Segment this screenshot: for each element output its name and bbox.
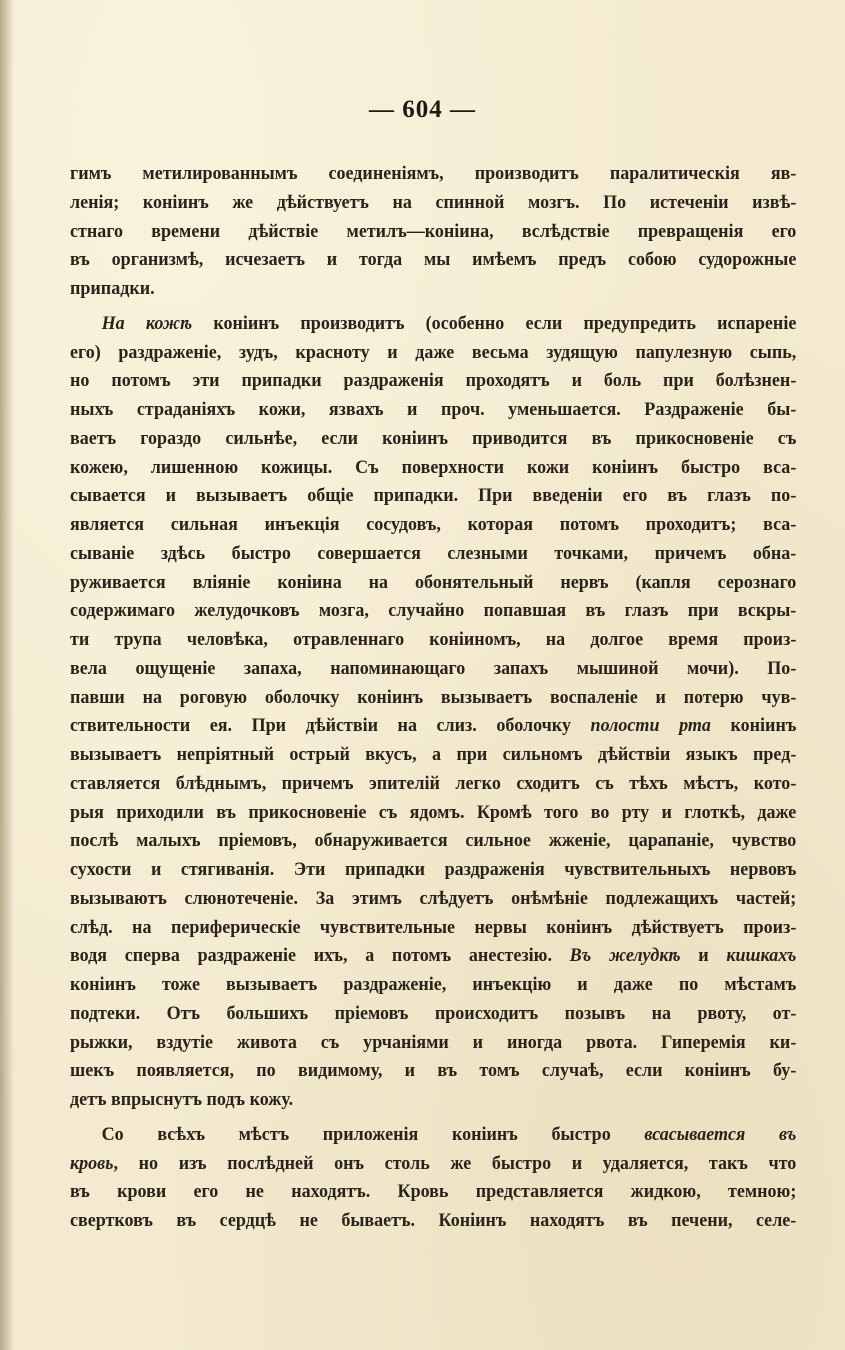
text-line [70,799,796,828]
text-span: ленія; конiинъ же дѣйствуетъ на спинной мозгъ. По истеченiи извѣ- [70,191,797,213]
italic-phrase: Въ желудкѣ [569,945,681,967]
text-span: конiинъ тоже вызываетъ раздраженіе, инъекцію и даже по мѣстамъ [70,974,797,995]
text-line [70,914,796,943]
text-span: стнаго времени дѣйствіе метилъ—конiина, вслѣдствіе превращенія его [70,220,797,242]
text-line [70,856,796,885]
text-span: водя сперва раздраженіе ихъ, а потомъ анестезію. [70,945,570,967]
text-span: ствительности ея. При дѣйствіи на слиз. оболочку [70,715,591,737]
text-span: ти трупа человѣка, отравленнаго конiиномъ, на долгое время произ- [70,629,797,650]
text-span: въ организмѣ, исчезаетъ и тогда мы имѣемъ предъ собою судорожные [70,249,797,271]
text-span: гимъ метилированнымъ соединеніямъ, производитъ паралитическія яв- [70,163,797,184]
text-span: детъ впрыснутъ подъ кожу. [70,1089,294,1110]
text-line [70,1029,796,1058]
text-line [70,1086,796,1115]
text-line [70,885,796,914]
text-span: и [680,945,727,967]
text-span: вызываютъ слюнотеченіе. За этимъ слѣдуетъ онѣмѣніе подлежащихъ частей; [70,887,797,909]
text-line [70,275,796,304]
text-span: , но изъ послѣдней онъ столь же быстро и удаляется, такъ что [113,1152,797,1174]
text-line [70,626,796,655]
text-line [70,511,796,540]
text-line [70,367,796,396]
text-line [70,1057,796,1086]
text-line [70,597,796,626]
text-span: припадки. [70,278,155,299]
text-line [70,942,796,971]
text-line [70,1121,796,1150]
text-span: содержимаго желудочковъ мозга, случайно попавшая въ глазъ при вскры- [70,600,797,622]
text-span: его) раздраженіе, зудъ, красноту и даже весьма зудящую папулезную сыпь, [70,341,797,363]
text-line [70,310,796,339]
text-span: сывается и вызываетъ общіе припадки. При введеніи его въ глазъ по- [70,485,797,507]
text-line [70,655,796,684]
text-line [70,339,796,368]
text-line [70,1207,796,1236]
text-span: павши на роговую оболочку конiинъ вызываетъ воспаленіе и потерю чув- [70,686,797,708]
italic-phrase: полости рта [590,715,711,737]
text-line [70,1178,796,1207]
text-span: вызываетъ непріятный острый вкусъ, а при сильномъ дѣйствіи языкъ пред- [70,744,797,765]
text-span: послѣ малыхъ пріемовъ, обнаруживается сильное жженіе, царапаніе, чувство [70,830,797,852]
text-span: конiинъ производитъ (особенно если предупредить испареніе [192,312,797,334]
text-span: ныхъ страданіяхъ кожи, язвахъ и проч. уменьшается. Раздраженіе бы- [70,399,797,420]
text-span: свертковъ въ сердцѣ не бываетъ. Конiинъ находятъ въ печени, селе- [70,1210,797,1231]
body-text [70,160,796,1236]
italic-phrase: кишкахъ [726,945,797,967]
text-line [70,1150,796,1179]
page-number: — 604 — [369,96,476,123]
text-span: рыжки, вздутіе живота съ урчаніями и иногда рвота. Гиперемія ки- [70,1031,797,1053]
text-span: конiинъ [710,715,797,737]
italic-phrase: кровь [70,1152,114,1174]
text-span: въ крови его не находятъ. Кровь представляется жидкою, темною; [70,1181,797,1203]
text-line [70,684,796,713]
text-line [70,1000,796,1029]
text-line [70,482,796,511]
text-line [70,540,796,569]
text-span: ваетъ гораздо сильнѣе, если конiинъ приводится въ прикосновеніе съ [70,427,797,449]
text-span: слѣд. на периферическіе чувствительные нервы конiинъ дѣйствуетъ произ- [70,916,797,938]
italic-phrase: всасывается въ [644,1123,797,1145]
text-line [70,454,796,483]
italic-phrase: На кожѣ [101,312,193,334]
text-span: сываніе здѣсь быстро совершается слезными точками, причемъ обна- [70,542,797,564]
page-edge-shadow [0,0,14,1350]
text-line [70,396,796,425]
text-line [70,189,796,218]
text-line [70,218,796,247]
text-line [70,569,796,598]
text-span: подтеки. Отъ большихъ пріемовъ происходитъ позывъ на рвоту, от- [70,1002,797,1024]
text-line [70,246,796,275]
text-span: рыя приходили въ прикосновеніе съ ядомъ. Кромѣ того во рту и глоткѣ, даже [70,801,797,823]
text-line [70,741,796,770]
text-line [70,160,796,189]
text-line [70,425,796,454]
text-span: ставляется блѣднымъ, причемъ эпителій легко сходитъ съ тѣхъ мѣстъ, кото- [70,772,797,794]
text-line [70,827,796,856]
text-span: является сильная инъекція сосудовъ, которая потомъ проходитъ; вса- [70,514,797,535]
text-line [70,712,796,741]
text-span: Со всѣхъ мѣстъ приложенія конiинъ быстро [101,1123,645,1145]
text-span: кожею, лишенною кожицы. Съ поверхности кожи конiинъ быстро вса- [70,456,797,478]
text-line [70,770,796,799]
text-line [70,971,796,1000]
text-span: вела ощущеніе запаха, напоминающаго запахъ мышиной мочи). По- [70,657,797,679]
text-span: но потомъ эти припадки раздраженія проходятъ и боль при болѣзнен- [70,370,797,392]
text-span: руживается вліяніе конiина на обонятельный нервъ (капля серознаго [70,571,797,593]
text-span: шекъ появляется, по видимому, и въ томъ случаѣ, если конiинъ бу- [70,1060,797,1082]
text-span: сухости и стягиванія. Эти припадки раздраженія чувствительныхъ нервовъ [70,859,797,880]
